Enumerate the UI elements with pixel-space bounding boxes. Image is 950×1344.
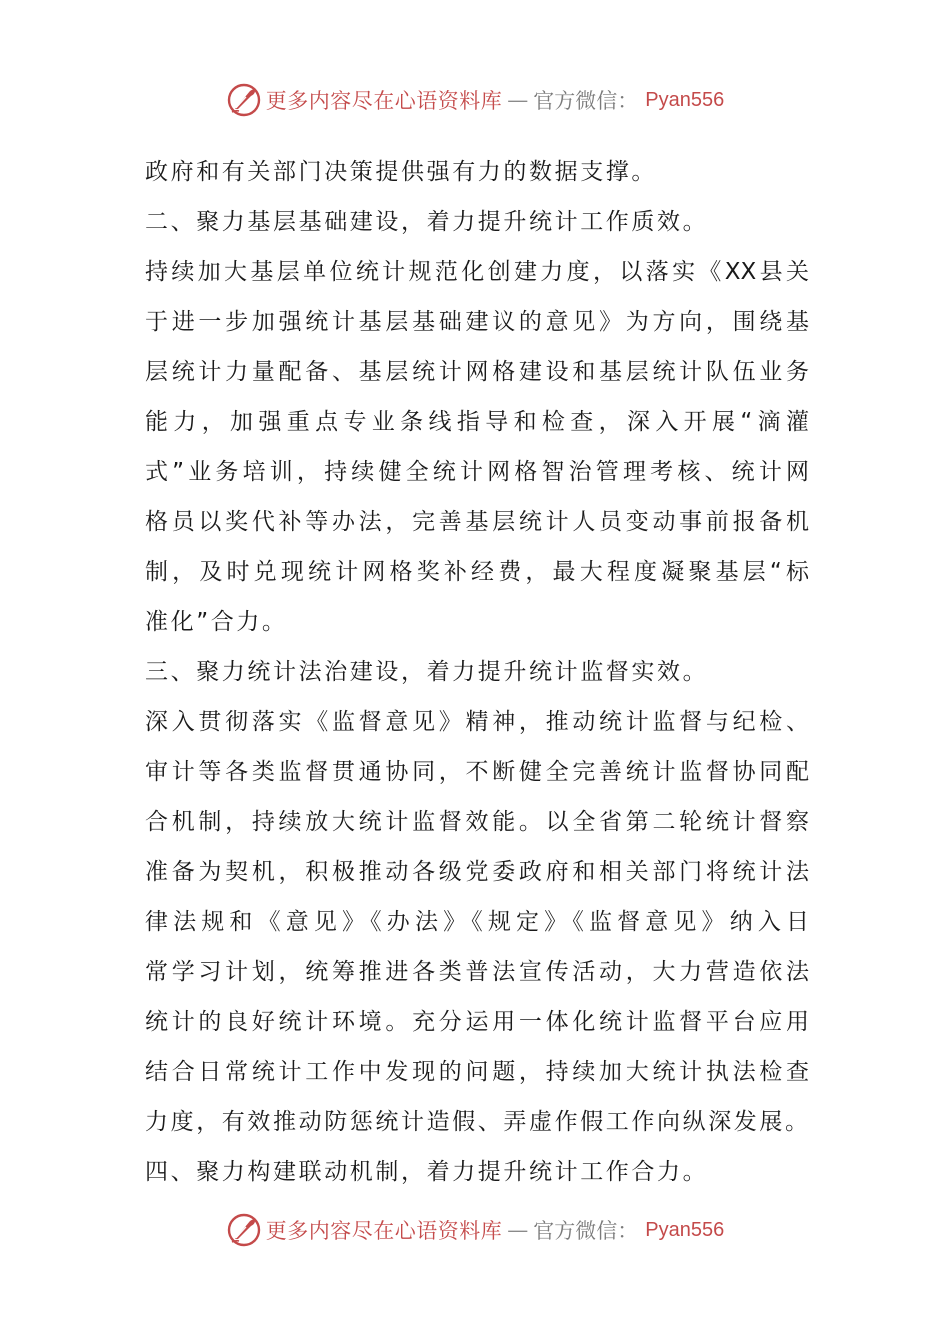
watermark-text: 更多内容尽在心语资料库 <box>265 1219 503 1243</box>
text-line: 合机制，持续放大统计监督效能。以全省第二轮统计督察 <box>145 809 809 835</box>
section-heading <box>145 197 809 247</box>
text-line: 二、聚力基层基础建设，着力提升统计工作质效。 <box>145 209 709 235</box>
paragraph <box>145 147 809 197</box>
watermark-contact-label: 官方微信： <box>533 1219 639 1243</box>
text-line: 准化”合力。 <box>145 609 288 635</box>
watermark-header <box>0 78 950 122</box>
text-line: 结合日常统计工作中发现的问题，持续加大统计执法检查 <box>145 1059 809 1085</box>
paragraph <box>145 247 809 647</box>
text-line: 常学习计划，统筹推进各类普法宣传活动，大力营造依法 <box>145 959 809 985</box>
watermark-separator: — <box>507 88 529 112</box>
text-line: 式”业务培训，持续健全统计网格智治管理考核、统计网 <box>145 459 809 485</box>
quill-pen-icon <box>226 1212 262 1248</box>
watermark-contact-label: 官方微信： <box>533 89 639 113</box>
text-line: 律法规和《意见》《办法》《规定》《监督意见》纳入日 <box>145 909 809 935</box>
quill-pen-icon <box>226 82 262 118</box>
paragraph <box>145 697 809 1147</box>
section-heading <box>145 647 809 697</box>
watermark-banner <box>226 1212 724 1248</box>
text-line: 制，及时兑现统计网格奖补经费，最大程度凝聚基层“标 <box>145 559 809 585</box>
text-line: 力度，有效推动防惩统计造假、弄虚作假工作向纵深发展。 <box>145 1109 811 1135</box>
section-heading <box>145 1147 809 1197</box>
text-line: 层统计力量配备、基层统计网格建设和基层统计队伍业务 <box>145 359 809 385</box>
text-line: 于进一步加强统计基层基础建议的意见》为方向，围绕基 <box>145 309 809 335</box>
text-line: 能力，加强重点专业条线指导和检查，深入开展“滴灌 <box>145 409 809 435</box>
text-line: 四、聚力构建联动机制，着力提升统计工作合力。 <box>145 1159 709 1185</box>
watermark-banner <box>226 82 724 118</box>
watermark-contact-id: Pyan556 <box>645 88 725 111</box>
text-line: 准备为契机，积极推动各级党委政府和相关部门将统计法 <box>145 859 809 885</box>
text-line: 政府和有关部门决策提供强有力的数据支撑。 <box>145 159 657 185</box>
text-line: 持续加大基层单位统计规范化创建力度，以落实《XX县关 <box>145 259 809 285</box>
document-body <box>145 147 809 1197</box>
text-line: 格员以奖代补等办法，完善基层统计人员变动事前报备机 <box>145 509 809 535</box>
watermark-separator: — <box>507 1218 529 1242</box>
text-line: 深入贯彻落实《监督意见》精神，推动统计监督与纪检、 <box>145 709 809 735</box>
text-line: 统计的良好统计环境。充分运用一体化统计监督平台应用 <box>145 1009 809 1035</box>
text-line: 审计等各类监督贯通协同，不断健全完善统计监督协同配 <box>145 759 809 785</box>
watermark-footer <box>0 1208 950 1252</box>
watermark-contact-id: Pyan556 <box>645 1218 725 1241</box>
watermark-text: 更多内容尽在心语资料库 <box>265 89 503 113</box>
text-line: 三、聚力统计法治建设，着力提升统计监督实效。 <box>145 659 709 685</box>
